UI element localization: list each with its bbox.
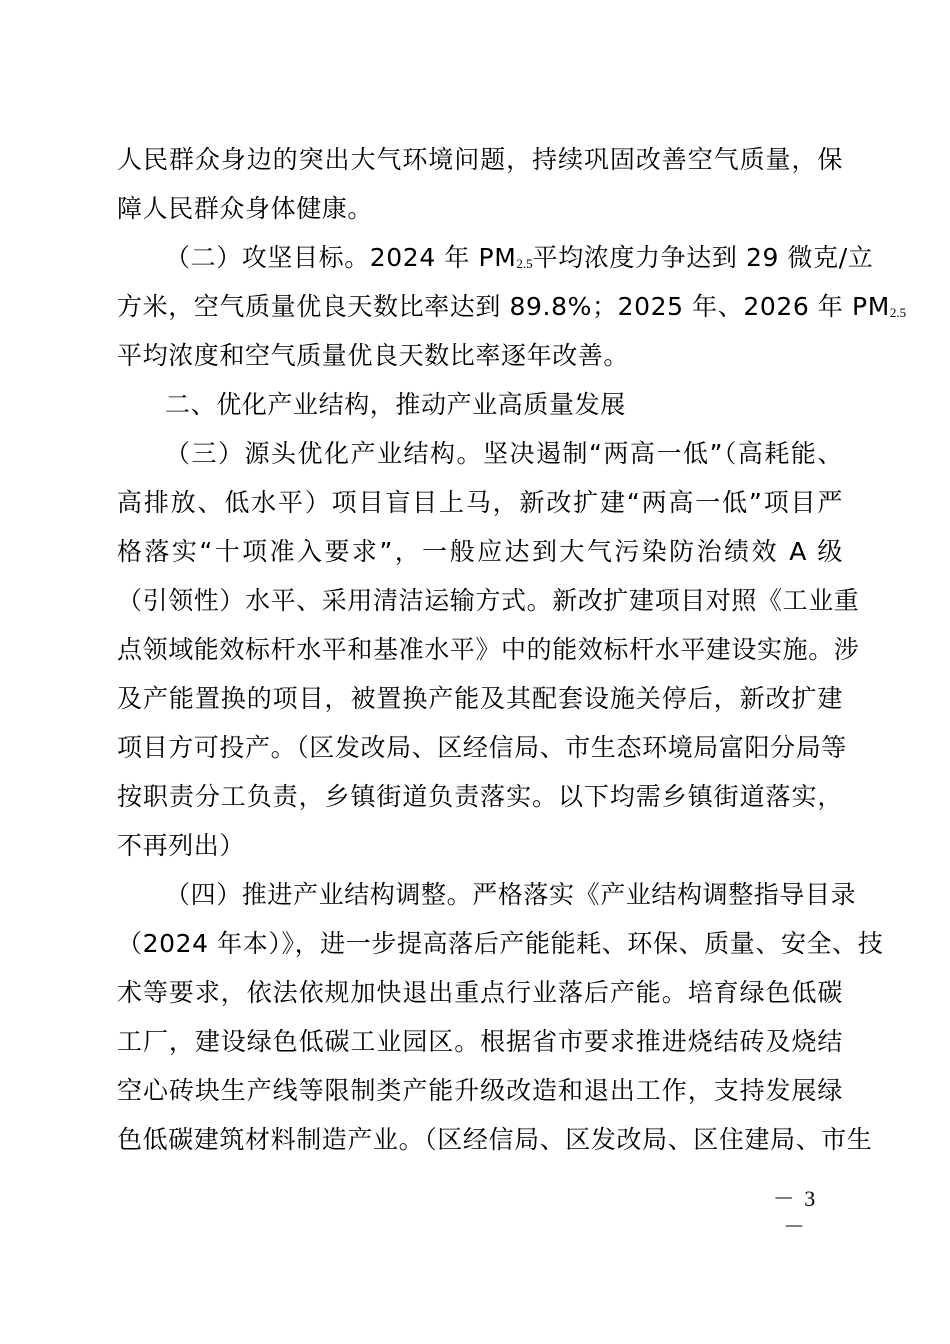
body-text-line: 高排放、低水平）项目盲目上马，新改扩建“两高一低”项目严	[117, 488, 843, 517]
body-text-line: 术等要求，依法依规加快退出重点行业落后产能。培育绿色低碳	[117, 978, 843, 1007]
body-text-line: 色低碳建筑材料制造产业。（区经信局、区发改局、区住建局、市生	[117, 1125, 873, 1154]
subscript: 2.5	[516, 256, 533, 271]
text-segment: 平均浓度力争达到 29 微克/立	[532, 243, 874, 272]
body-text-line	[117, 291, 907, 329]
body-text-line: 格落实“十项准入要求”，一般应达到大气污染防治绩效 A 级	[117, 537, 843, 566]
body-text-line: （四）推进产业结构调整。严格落实《产业结构调整指导目录	[165, 880, 857, 909]
text-segment: （二）攻坚目标。2024 年 PM	[165, 243, 517, 272]
body-text-line: 空心砖块生产线等限制类产能升级改造和退出工作，支持发展绿	[117, 1076, 843, 1105]
body-text-line: 障人民群众身体健康。	[117, 194, 374, 223]
body-text-line: 工厂，建设绿色低碳工业园区。根据省市要求推进烧结砖及烧结	[117, 1027, 843, 1056]
body-text-line: 按职责分工负责，乡镇街道负责落实。以下均需乡镇街道落实，	[117, 782, 843, 811]
body-text-line: （2024 年本）》，进一步提高落后产能能耗、环保、质量、安全、技	[117, 929, 884, 958]
body-text-line: 人民群众身边的突出大气环境问题，持续巩固改善空气质量，保	[117, 145, 843, 174]
body-text-line: 及产能置换的项目，被置换产能及其配套设施关停后，新改扩建	[117, 684, 843, 713]
section-heading: 二、优化产业结构，推动产业高质量发展	[165, 390, 626, 419]
body-text-line: （三）源头优化产业结构。坚决遏制“两高一低”（高耗能、	[165, 439, 843, 468]
body-text-line: 点领域能效标杆水平和基准水平》中的能效标杆水平建设实施。涉	[117, 635, 860, 664]
subscript: 2.5	[889, 305, 907, 320]
body-text-line	[165, 242, 874, 280]
text-segment: 方米，空气质量优良天数比率达到 89.8%；2025 年、2026 年 PM	[117, 292, 890, 321]
body-text-line: 平均浓度和空气质量优良天数比率逐年改善。	[117, 341, 630, 370]
page-number: － 3 －	[772, 1186, 818, 1239]
body-text-line: （引领性）水平、采用清洁运输方式。新改扩建项目对照《工业重	[117, 586, 860, 615]
body-text-line: 不再列出）	[117, 831, 246, 860]
body-text-line: 项目方可投产。（区发改局、区经信局、市生态环境局富阳分局等	[117, 733, 847, 762]
